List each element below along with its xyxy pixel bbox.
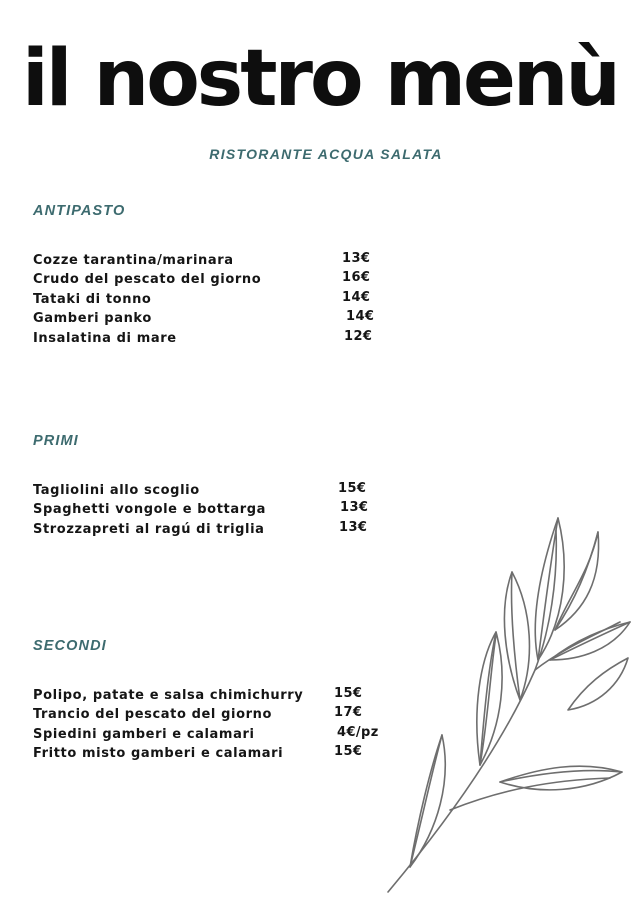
menu-item xyxy=(33,249,433,268)
menu-item xyxy=(33,703,433,722)
menu-item xyxy=(33,684,433,703)
menu-item-name: Tagliolini allo scoglio xyxy=(33,483,200,498)
menu-item-price: 13€ xyxy=(339,519,368,535)
menu-item-name: Trancio del pescato del giorno xyxy=(33,707,273,723)
section-antipasto xyxy=(33,203,433,346)
menu-item xyxy=(33,723,433,742)
menu-item xyxy=(33,288,433,307)
menu-item xyxy=(33,268,433,287)
restaurant-name: RISTORANTE ACQUA SALATA xyxy=(209,146,443,162)
section-title: ANTIPASTO xyxy=(33,203,126,219)
menu-item-price: 14€ xyxy=(346,309,375,325)
menu-item-name: Polipo, patate e salsa chimichurry xyxy=(33,688,304,703)
menu-item-price: 14€ xyxy=(342,289,371,305)
menu-item-price: 16€ xyxy=(342,270,371,286)
menu-item-name: Tataki di tonno xyxy=(33,291,152,307)
section-title: SECONDI xyxy=(33,638,107,654)
menu-item xyxy=(33,518,433,537)
menu-item-price: 17€ xyxy=(334,705,363,721)
section-primi xyxy=(33,433,433,537)
menu-item-price: 12€ xyxy=(344,328,373,344)
menu-item-name: Insalatina di mare xyxy=(33,330,177,346)
menu-item-name: Crudo del pescato del giorno xyxy=(33,272,262,288)
menu-item-name: Fritto misto gamberi e calamari xyxy=(33,746,284,762)
menu-item-price: 13€ xyxy=(340,500,369,516)
menu-item xyxy=(33,742,433,761)
menu-item-name: Strozzapreti al ragú di triglia xyxy=(33,521,265,537)
menu-item-list xyxy=(33,684,433,762)
menu-item xyxy=(33,498,433,517)
olive-branch-icon xyxy=(380,510,640,905)
menu-item-list xyxy=(33,479,433,537)
menu-item-list xyxy=(33,249,433,346)
section-secondi xyxy=(33,638,433,762)
menu-item-name: Gamberi panko xyxy=(33,311,152,327)
menu-item-price: 4€/pz xyxy=(337,724,379,740)
section-title: PRIMI xyxy=(33,433,79,449)
menu-item-name: Cozze tarantina/marinara xyxy=(33,253,234,268)
menu-item xyxy=(33,479,433,498)
menu-item xyxy=(33,307,433,326)
menu-item-price: 15€ xyxy=(334,686,363,701)
menu-item-name: Spiedini gamberi e calamari xyxy=(33,726,255,742)
menu-item-name: Spaghetti vongole e bottarga xyxy=(33,502,266,518)
menu-item xyxy=(33,327,433,346)
menu-item-price: 13€ xyxy=(342,251,371,266)
menu-item-price: 15€ xyxy=(334,744,363,760)
menu-item-price: 15€ xyxy=(338,481,367,496)
menu-title: il nostro menù xyxy=(22,34,618,124)
